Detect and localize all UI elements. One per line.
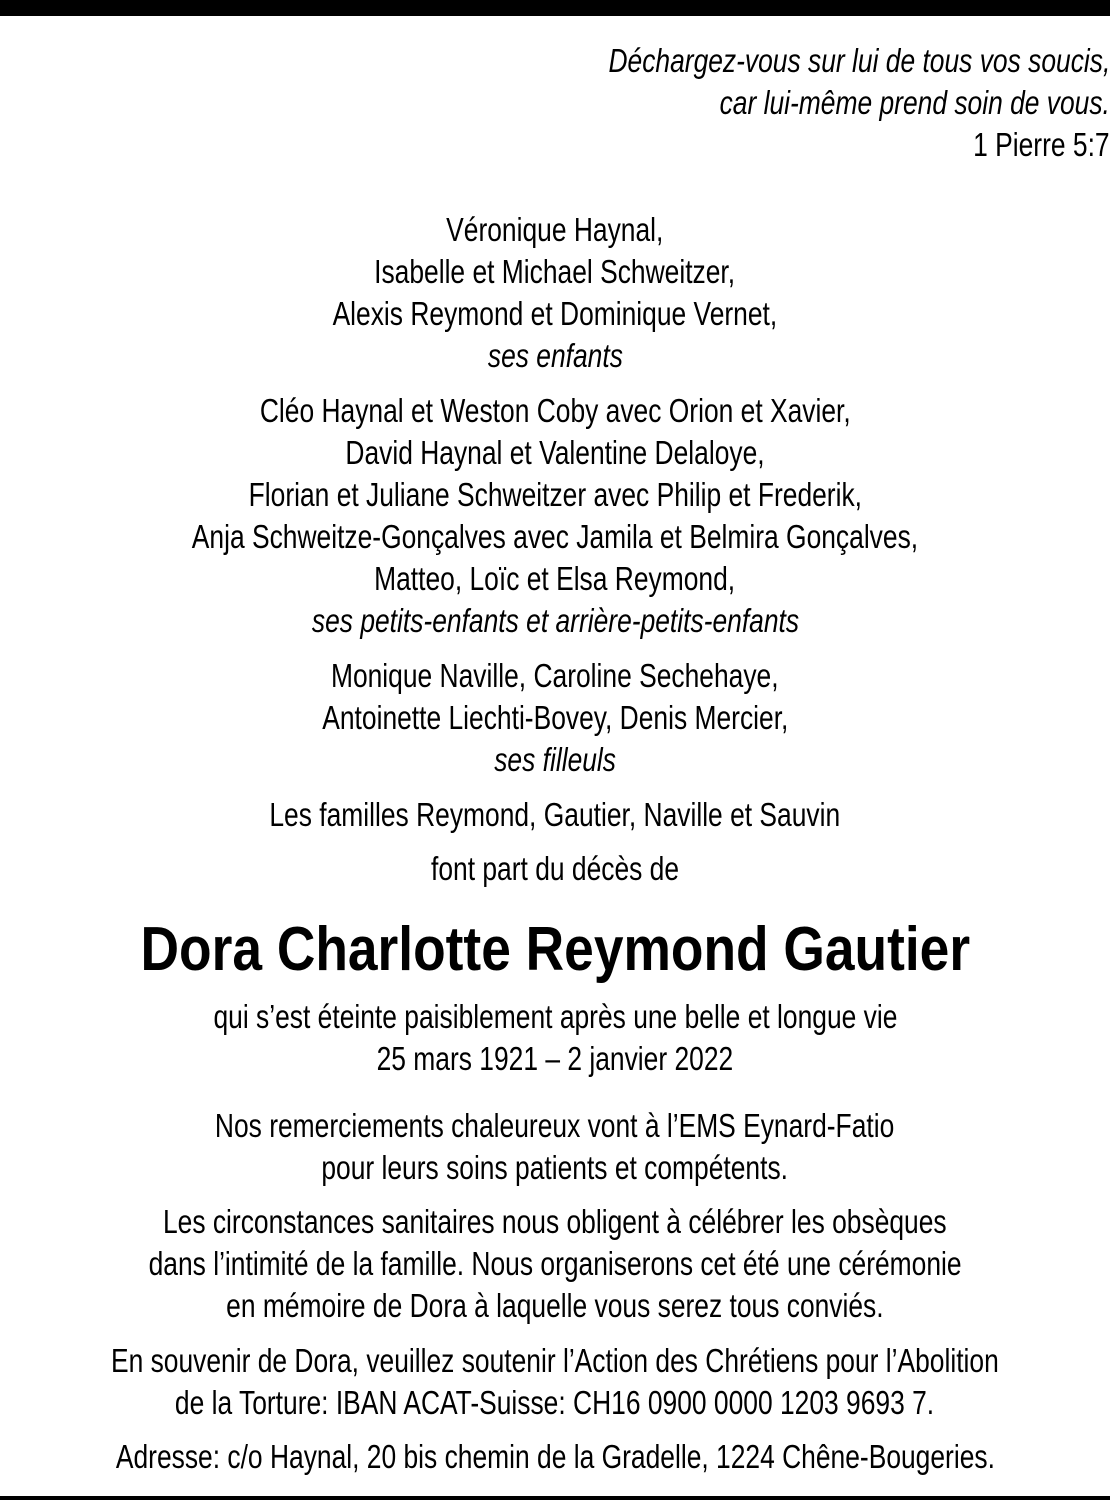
ceremony-line	[0, 1285, 1110, 1327]
deceased-subtitle	[0, 996, 1110, 1038]
name-text: David Haynal et Valentine Delaloye,	[345, 434, 765, 471]
godchild-line	[0, 697, 1110, 739]
godchild-line	[0, 655, 1110, 697]
name-text: Antoinette Liechti-Bovey, Denis Mercier,	[321, 699, 789, 736]
grandchild-line	[0, 474, 1110, 516]
grandchildren-relation	[0, 600, 1110, 642]
families-line	[0, 794, 1110, 836]
grandchild-line	[0, 390, 1110, 432]
epigraph-line-2	[0, 82, 1110, 124]
deceased-name	[0, 915, 1110, 985]
relation-text: ses filleuls	[494, 741, 616, 778]
ceremony-text: dans l’intimité de la famille. Nous organiserons cet été une cérémonie	[148, 1245, 962, 1282]
donation-text: de la Torture: IBAN ACAT-Suisse: CH16 0900 0000 1203 9693 7.	[175, 1384, 935, 1421]
top-border	[0, 0, 1110, 16]
thanks-line	[0, 1105, 1110, 1147]
bottom-border	[0, 1496, 1110, 1500]
godchildren-relation	[0, 739, 1110, 781]
name-text: Cléo Haynal et Weston Coby avec Orion et Xavier,	[259, 392, 851, 429]
epigraph-line-1	[0, 40, 1110, 82]
child-line	[0, 209, 1110, 251]
name-text: Florian et Juliane Schweitzer avec Philip et Frederik,	[248, 476, 862, 513]
subtitle-text: qui s’est éteinte paisiblement après une belle et longue vie	[213, 998, 897, 1035]
announcement-line	[0, 848, 1110, 890]
reference-text: 1 Pierre 5:7	[973, 126, 1110, 163]
deceased-dates	[0, 1038, 1110, 1080]
donation-line	[0, 1382, 1110, 1424]
epigraph-text: car lui-même prend soin de vous.	[719, 84, 1110, 121]
thanks-text: Nos remerciements chaleureux vont à l’EMS Eynard-Fatio	[215, 1107, 895, 1144]
relation-text: ses petits-enfants et arrière-petits-enfants	[311, 602, 799, 639]
announcement-text: font part du décès de	[430, 850, 680, 887]
grandchild-line	[0, 432, 1110, 474]
child-line	[0, 293, 1110, 335]
ceremony-line	[0, 1243, 1110, 1285]
name-text: Monique Naville, Caroline Sechehaye,	[331, 657, 779, 694]
address-line	[0, 1436, 1110, 1478]
donation-text: En souvenir de Dora, veuillez soutenir l’Action des Chrétiens pour l’Abolition	[111, 1342, 999, 1379]
donation-line	[0, 1340, 1110, 1382]
grandchild-line	[0, 558, 1110, 600]
ceremony-text: en mémoire de Dora à laquelle vous serez tous conviés.	[226, 1287, 884, 1324]
epigraph-reference	[0, 124, 1110, 166]
thanks-text: pour leurs soins patients et compétents.	[321, 1149, 789, 1186]
name-text: Véronique Haynal,	[446, 211, 664, 248]
relation-text: ses enfants	[487, 337, 623, 374]
name-text: Anja Schweitze-Gonçalves avec Jamila et Belmira Gonçalves,	[191, 518, 919, 555]
address-text: Adresse: c/o Haynal, 20 bis chemin de la Gradelle, 1224 Chêne-Bougeries.	[115, 1438, 995, 1475]
name-text: Alexis Reymond et Dominique Vernet,	[332, 295, 778, 332]
child-line	[0, 251, 1110, 293]
dates-text: 25 mars 1921 – 2 janvier 2022	[376, 1040, 734, 1077]
ceremony-text: Les circonstances sanitaires nous obligent à célébrer les obsèques	[163, 1203, 947, 1240]
children-relation	[0, 335, 1110, 377]
thanks-line	[0, 1147, 1110, 1189]
deceased-name-text: Dora Charlotte Reymond Gautier	[140, 915, 970, 984]
name-text: Matteo, Loïc et Elsa Reymond,	[374, 560, 736, 597]
epigraph-text: Déchargez-vous sur lui de tous vos soucis,	[608, 42, 1110, 79]
families-text: Les familles Reymond, Gautier, Naville et Sauvin	[269, 796, 841, 833]
grandchild-line	[0, 516, 1110, 558]
ceremony-line	[0, 1201, 1110, 1243]
name-text: Isabelle et Michael Schweitzer,	[374, 253, 736, 290]
